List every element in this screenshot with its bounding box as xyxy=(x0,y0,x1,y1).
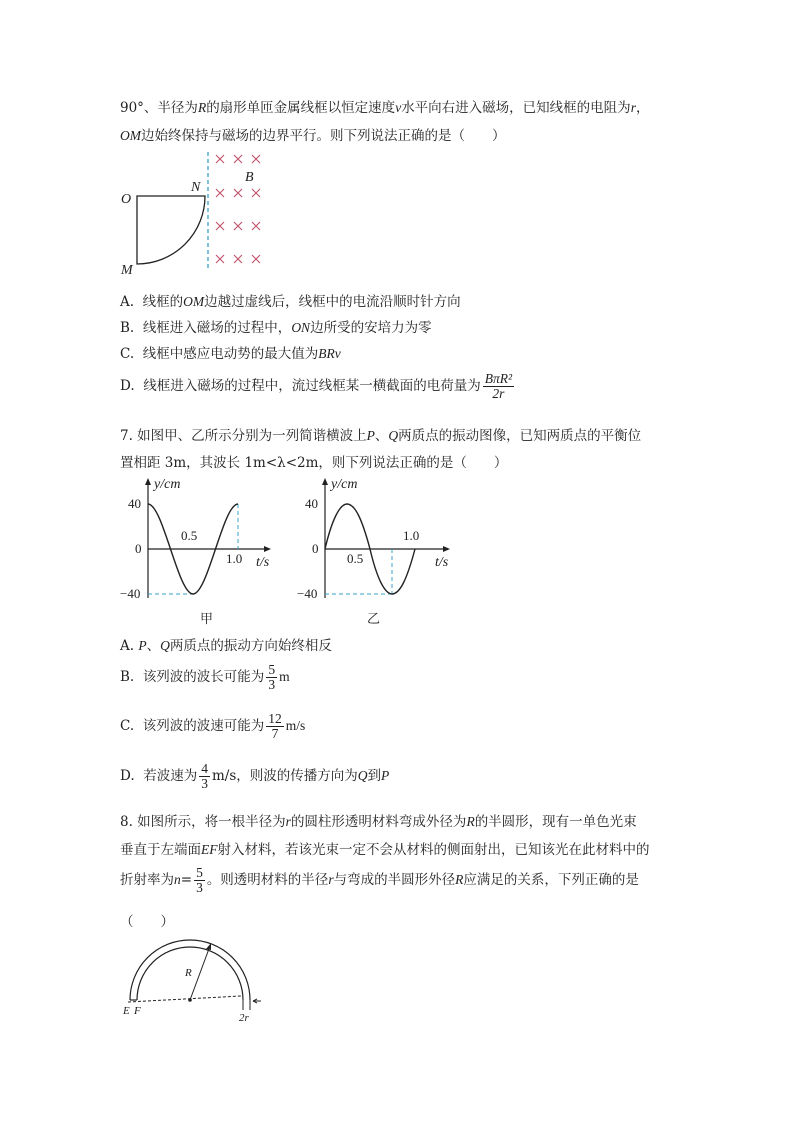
y-axis-arrow xyxy=(145,478,151,485)
graph-caption-yi: 乙 xyxy=(367,612,381,627)
q8-stem-line2: 垂直于左端面EF射入材料，若该光束一定不会从材料的侧面射出，已知该光在此材料中的 xyxy=(120,842,650,858)
graph-caption-jia: 甲 xyxy=(200,612,214,627)
y-axis-arrow xyxy=(322,478,328,485)
q7-option-a: A. P、Q两质点的振动方向始终相反 xyxy=(120,638,332,654)
q6-stem-line1: 90°、半径为R的扇形单匝金属线框以恒定速度v水平向右进入磁场，已知线框的电阻为r， xyxy=(120,100,650,116)
label-2r: 2r xyxy=(239,1012,249,1024)
tick-1-0: 1.0 xyxy=(226,551,243,566)
q7-option-c: C. 该列波的波速可能为 $\frac{12}{7}$ m/s xyxy=(120,711,306,742)
y-axis-label: y/cm xyxy=(331,477,358,492)
q6-stem-line2: OM边始终保持与磁场的边界平行。则下列说法正确的是（ ） xyxy=(120,128,506,144)
label-F: F xyxy=(134,1005,141,1017)
label-E: E xyxy=(123,1005,130,1017)
refractive-index-fraction: $\frac{5}{3}$ xyxy=(196,865,203,896)
q7-graph-yi xyxy=(295,474,460,634)
x-axis-label: t/s xyxy=(435,555,449,570)
q6-option-b: B. 线框进入磁场的过程中，ON边所受的安培力为零 xyxy=(120,320,432,336)
tick-minus-40: −40 xyxy=(297,586,318,601)
wave-speed-fraction: $\frac{12}{7}$ xyxy=(268,711,282,742)
q6-sector-field-figure xyxy=(115,148,295,278)
q8-stem-line1: 8. 如图所示，将一根半径为r的圆柱形透明材料弯成外径为R的半圆形，现有一单色光束 xyxy=(120,814,637,830)
radius-line xyxy=(190,946,210,1000)
q6-option-d: D. 线框进入磁场的过程中，流过线框某一横截面的电荷量为 $\frac{\text{BπR²}}{2r}$ xyxy=(120,371,513,402)
tick-0-5: 0.5 xyxy=(347,551,364,566)
tick-0: 0 xyxy=(312,541,319,556)
q7-graph-jia xyxy=(118,474,283,634)
label-R: R xyxy=(185,967,192,979)
x-axis-arrow xyxy=(264,546,271,552)
q7-option-d: D. 若波速为 $\frac{4}{3}$ m/s，则波的传播方向为Q到P xyxy=(120,761,390,792)
tick-0: 0 xyxy=(135,541,142,556)
tick-40: 40 xyxy=(305,496,318,511)
y-axis-label: y/cm xyxy=(154,477,181,492)
q8-stem-line4: （ ） xyxy=(120,914,174,930)
x-axis-label: t/s xyxy=(256,555,270,570)
tick-0-5: 0.5 xyxy=(181,528,198,543)
tick-40: 40 xyxy=(128,496,141,511)
q7-stem-line2: 置相距 3m，其波长 1m<λ<2m，则下列说法正确的是（ ） xyxy=(120,455,508,471)
sector-frame xyxy=(137,196,205,264)
q6-option-a: A. 线框的OM边越过虚线后，线框中的电流沿顺时针方向 xyxy=(120,294,461,310)
speed-fraction: $\frac{4}{3}$ xyxy=(201,761,208,792)
tick-1-0: 1.0 xyxy=(403,528,420,543)
tick-minus-40: −40 xyxy=(120,586,141,601)
x-axis-arrow xyxy=(443,546,450,552)
q7-option-b: B. 该列波的波长可能为 $\frac{5}{3}$ m xyxy=(120,662,290,693)
label-O: O xyxy=(121,192,132,207)
q8-semicircle-figure xyxy=(115,938,285,1028)
charge-fraction: $\frac{\text{BπR²}}{2r}$ xyxy=(484,371,513,402)
label-N: N xyxy=(191,180,201,195)
radius-arrow xyxy=(206,943,211,950)
label-B: B xyxy=(245,170,254,185)
width-arrow xyxy=(253,999,261,1003)
q8-stem-line3: 折射率为n= $\frac{5}{3}$ 。则透明材料的半径r与弯成的半圆形外径R应满足的关系，下列正确的是 xyxy=(120,865,639,896)
center-point xyxy=(188,998,192,1002)
q6-option-c: C. 线框中感应电动势的最大值为BRv xyxy=(120,346,341,362)
light-ray-dashed xyxy=(128,996,241,1002)
label-M: M xyxy=(121,263,133,278)
q7-stem-line1: 7. 如图甲、乙所示分别为一列简谐横波上P、Q两质点的振动图像，已知两质点的平衡位 xyxy=(120,428,642,444)
wavelength-fraction: $\frac{5}{3}$ xyxy=(268,662,276,693)
